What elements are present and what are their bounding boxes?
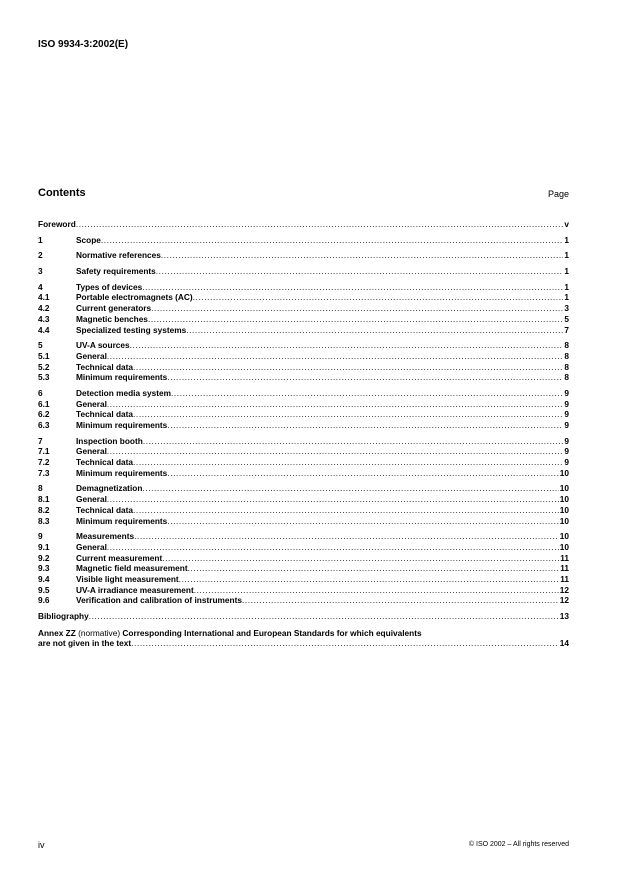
dot-leader bbox=[171, 388, 563, 399]
dot-leader bbox=[167, 420, 563, 431]
toc-page: 14 bbox=[559, 638, 569, 649]
toc-number: 5.1 bbox=[38, 350, 50, 361]
toc-number: 5.3 bbox=[38, 372, 50, 383]
toc-page: 8 bbox=[564, 350, 569, 361]
toc-number: 6.2 bbox=[38, 409, 50, 420]
toc-group-bibliography bbox=[38, 611, 569, 622]
toc-entry-6-2[interactable] bbox=[38, 409, 569, 420]
toc-group-foreword bbox=[38, 219, 569, 230]
dot-leader bbox=[148, 314, 563, 325]
toc-entry-8[interactable] bbox=[38, 483, 569, 494]
toc-number: 1 bbox=[38, 234, 43, 245]
toc-entry-9-2[interactable] bbox=[38, 553, 569, 564]
toc-title: UV-A sources bbox=[76, 340, 130, 351]
toc-number: 2 bbox=[38, 250, 43, 261]
toc-title: Current measurement bbox=[76, 552, 163, 563]
toc-entry-8-3[interactable] bbox=[38, 516, 569, 527]
toc-title: Safety requirements bbox=[76, 266, 156, 277]
dot-leader bbox=[133, 505, 559, 516]
toc-page: 1 bbox=[564, 266, 569, 277]
dot-leader bbox=[131, 638, 559, 649]
dot-leader bbox=[107, 494, 559, 505]
toc-title: Visible light measurement bbox=[76, 573, 179, 584]
toc-page: 10 bbox=[559, 541, 569, 552]
dot-leader bbox=[107, 351, 563, 362]
toc-page: 13 bbox=[559, 611, 569, 621]
toc-entry-3[interactable] bbox=[38, 266, 569, 277]
toc-number: 9.2 bbox=[38, 552, 50, 563]
toc-page: 1 bbox=[564, 281, 569, 292]
toc-page: 8 bbox=[564, 361, 569, 372]
toc-page: 1 bbox=[564, 234, 569, 245]
dot-leader bbox=[156, 266, 564, 277]
annex-title-line1: Corresponding International and European Standards for which equivalents bbox=[122, 627, 422, 638]
dot-leader bbox=[167, 468, 558, 479]
toc-title: Minimum requirements bbox=[76, 372, 168, 383]
toc-group-6 bbox=[38, 388, 569, 431]
page-column-label: Page bbox=[547, 189, 569, 199]
dot-leader bbox=[186, 325, 563, 336]
toc-number: 9.4 bbox=[38, 573, 50, 584]
toc-entry-foreword[interactable] bbox=[38, 219, 569, 230]
toc-entry-4-1[interactable] bbox=[38, 292, 569, 303]
annex-line-1 bbox=[38, 628, 569, 639]
toc-title: Current generators bbox=[76, 303, 152, 314]
toc-entry-7-3[interactable] bbox=[38, 468, 569, 479]
toc-page: 8 bbox=[564, 372, 569, 383]
toc-entry-7-2[interactable] bbox=[38, 457, 569, 468]
toc-page: 10 bbox=[559, 531, 569, 542]
dot-leader bbox=[107, 542, 559, 553]
toc-entry-8-2[interactable] bbox=[38, 505, 569, 516]
toc-page: 9 bbox=[564, 420, 569, 430]
dot-leader bbox=[142, 483, 558, 494]
dot-leader bbox=[188, 563, 560, 574]
toc-title: Magnetic field measurement bbox=[76, 563, 188, 574]
dot-leader bbox=[130, 340, 564, 351]
toc-page: v bbox=[564, 219, 569, 229]
toc-entry-4-4[interactable] bbox=[38, 325, 569, 336]
annex-title-line2: are not given in the text bbox=[38, 638, 132, 649]
toc-number: 4.3 bbox=[38, 313, 50, 324]
toc-entry-bibliography[interactable] bbox=[38, 611, 569, 622]
toc-title: Minimum requirements bbox=[76, 467, 168, 478]
toc-page: 1 bbox=[564, 292, 569, 303]
toc-entry-5-2[interactable] bbox=[38, 362, 569, 373]
toc-number: 8 bbox=[38, 483, 43, 494]
toc-entry-annex-zz[interactable] bbox=[38, 628, 569, 649]
toc-page: 11 bbox=[560, 552, 569, 563]
toc-page: 9 bbox=[564, 435, 569, 446]
dot-leader bbox=[134, 531, 559, 542]
toc-title: Foreword bbox=[38, 219, 76, 229]
dot-leader bbox=[107, 446, 563, 457]
toc-title: Normative references bbox=[76, 250, 161, 261]
toc-group-1 bbox=[38, 235, 569, 246]
toc-entry-2[interactable] bbox=[38, 250, 569, 261]
table-of-contents bbox=[38, 219, 569, 654]
toc-title: Scope bbox=[76, 234, 101, 245]
toc-entry-9[interactable] bbox=[38, 531, 569, 542]
toc-page: 9 bbox=[564, 398, 569, 409]
toc-entry-8-1[interactable] bbox=[38, 494, 569, 505]
toc-entry-5-1[interactable] bbox=[38, 351, 569, 362]
toc-title: General bbox=[76, 398, 107, 409]
toc-page: 8 bbox=[564, 340, 569, 351]
toc-page: 10 bbox=[559, 467, 569, 478]
toc-number: 7 bbox=[38, 435, 43, 446]
toc-page: 3 bbox=[564, 303, 569, 314]
toc-entry-7[interactable] bbox=[38, 436, 569, 447]
contents-heading: Contents bbox=[38, 187, 86, 199]
toc-number: 3 bbox=[38, 266, 43, 277]
toc-number: 9 bbox=[38, 531, 43, 542]
toc-page: 7 bbox=[564, 324, 569, 335]
dot-leader bbox=[242, 595, 559, 606]
toc-number: 9.6 bbox=[38, 595, 50, 606]
toc-entry-7-1[interactable] bbox=[38, 446, 569, 457]
toc-page: 10 bbox=[559, 483, 569, 494]
toc-number: 5 bbox=[38, 340, 43, 351]
dot-leader bbox=[76, 219, 564, 230]
toc-group-8 bbox=[38, 483, 569, 526]
toc-page: 9 bbox=[564, 446, 569, 457]
toc-page: 9 bbox=[564, 387, 569, 398]
toc-group-2 bbox=[38, 250, 569, 261]
toc-title: Types of devices bbox=[76, 281, 143, 292]
toc-number: 4 bbox=[38, 281, 43, 292]
dot-leader bbox=[162, 553, 559, 564]
toc-number: 9.3 bbox=[38, 563, 50, 574]
toc-entry-5-3[interactable] bbox=[38, 372, 569, 383]
toc-title: Minimum requirements bbox=[76, 515, 168, 526]
toc-number: 8.2 bbox=[38, 504, 50, 515]
toc-title: Technical data bbox=[76, 504, 134, 515]
toc-entry-6-3[interactable] bbox=[38, 420, 569, 431]
toc-title: Technical data bbox=[76, 409, 134, 420]
toc-entry-9-3[interactable] bbox=[38, 563, 569, 574]
toc-entry-5[interactable] bbox=[38, 340, 569, 351]
toc-group-4 bbox=[38, 282, 569, 335]
toc-entry-9-4[interactable] bbox=[38, 574, 569, 585]
toc-entry-4-3[interactable] bbox=[38, 314, 569, 325]
dot-leader bbox=[133, 362, 563, 373]
toc-number: 6 bbox=[38, 387, 43, 398]
toc-group-5 bbox=[38, 340, 569, 383]
toc-title: Specialized testing systems bbox=[76, 324, 187, 335]
toc-title: UV-A irradiance measurement bbox=[76, 584, 194, 595]
toc-entry-9-6[interactable] bbox=[38, 595, 569, 606]
toc-entry-4[interactable] bbox=[38, 282, 569, 293]
toc-title: Magnetic benches bbox=[76, 313, 148, 324]
toc-number: 9.1 bbox=[38, 541, 50, 552]
toc-title: Bibliography bbox=[38, 611, 89, 621]
annex-line-2 bbox=[38, 638, 569, 649]
dot-leader bbox=[151, 303, 563, 314]
dot-leader bbox=[89, 611, 559, 622]
toc-title: Portable electromagnets (AC) bbox=[76, 292, 193, 303]
toc-title: Demagnetization bbox=[76, 483, 143, 494]
toc-title: Detection media system bbox=[76, 387, 171, 398]
toc-number: 9.5 bbox=[38, 584, 50, 595]
dot-leader bbox=[143, 436, 564, 447]
dot-leader bbox=[101, 235, 563, 246]
annex-label: Annex ZZ bbox=[38, 627, 76, 638]
toc-group-9 bbox=[38, 531, 569, 606]
toc-page: 10 bbox=[559, 504, 569, 515]
toc-entry-9-1[interactable] bbox=[38, 542, 569, 553]
toc-title: General bbox=[76, 541, 107, 552]
toc-number: 6.3 bbox=[38, 420, 50, 430]
toc-entry-1[interactable] bbox=[38, 235, 569, 246]
dot-leader bbox=[133, 457, 563, 468]
toc-number: 4.1 bbox=[38, 292, 50, 303]
toc-page: 9 bbox=[564, 409, 569, 420]
dot-leader bbox=[167, 516, 558, 527]
toc-page: 5 bbox=[564, 313, 569, 324]
toc-title: Inspection booth bbox=[76, 435, 143, 446]
toc-title: General bbox=[76, 446, 107, 457]
toc-number: 4.4 bbox=[38, 324, 50, 335]
toc-group-7 bbox=[38, 436, 569, 479]
toc-page: 11 bbox=[560, 563, 569, 574]
toc-title: General bbox=[76, 494, 107, 505]
toc-title: Verification and calibration of instruments bbox=[76, 595, 242, 606]
dot-leader bbox=[194, 585, 559, 596]
dot-leader bbox=[193, 292, 564, 303]
dot-leader bbox=[142, 282, 563, 293]
toc-title: Technical data bbox=[76, 457, 134, 468]
toc-page: 1 bbox=[564, 250, 569, 261]
toc-page: 9 bbox=[564, 457, 569, 468]
toc-number: 7.3 bbox=[38, 467, 50, 478]
toc-group-3 bbox=[38, 266, 569, 277]
toc-page: 12 bbox=[559, 595, 569, 606]
toc-number: 7.2 bbox=[38, 457, 50, 468]
toc-title: Technical data bbox=[76, 361, 134, 372]
toc-entry-6[interactable] bbox=[38, 388, 569, 399]
toc-page: 12 bbox=[559, 584, 569, 595]
toc-page: 11 bbox=[560, 573, 569, 584]
toc-number: 8.3 bbox=[38, 515, 50, 526]
annex-type: (normative) bbox=[78, 627, 121, 638]
toc-entry-6-1[interactable] bbox=[38, 399, 569, 410]
toc-number: 6.1 bbox=[38, 398, 50, 409]
dot-leader bbox=[161, 250, 564, 261]
dot-leader bbox=[133, 409, 563, 420]
toc-number: 8.1 bbox=[38, 494, 50, 505]
toc-entry-9-5[interactable] bbox=[38, 585, 569, 596]
toc-number: 7.1 bbox=[38, 446, 50, 457]
toc-number: 5.2 bbox=[38, 361, 50, 372]
toc-title: Measurements bbox=[76, 531, 135, 542]
toc-page: 10 bbox=[559, 515, 569, 526]
dot-leader bbox=[167, 372, 563, 383]
toc-entry-4-2[interactable] bbox=[38, 303, 569, 314]
footer-copyright: © ISO 2002 – All rights reserved bbox=[468, 841, 569, 848]
toc-title: General bbox=[76, 350, 107, 361]
footer-page-number: iv bbox=[38, 840, 45, 850]
toc-title: Minimum requirements bbox=[76, 420, 168, 430]
dot-leader bbox=[179, 574, 560, 585]
document-id: ISO 9934-3:2002(E) bbox=[38, 39, 129, 50]
toc-number: 4.2 bbox=[38, 303, 50, 314]
toc-page: 10 bbox=[559, 494, 569, 505]
dot-leader bbox=[107, 399, 563, 410]
